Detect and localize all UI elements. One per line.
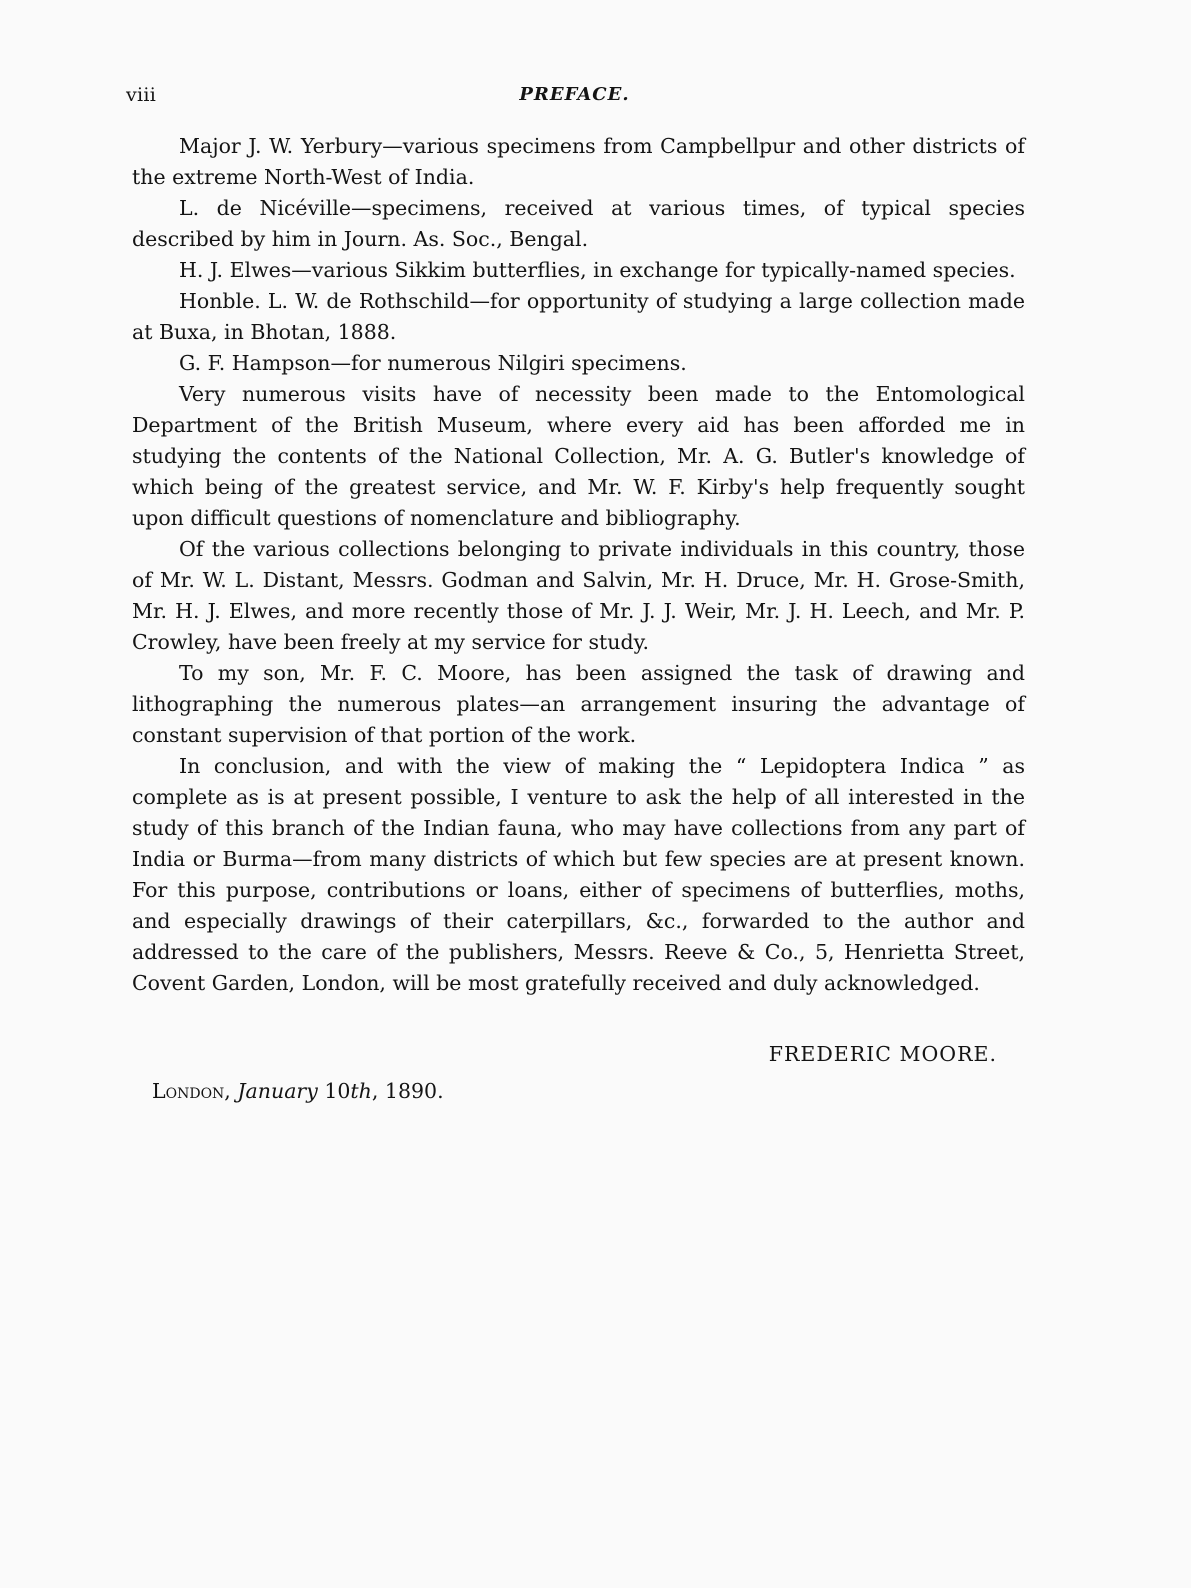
- running-head: [126, 84, 1023, 112]
- dateline-day: 10: [324, 1079, 351, 1103]
- dateline-day-suffix: th: [350, 1079, 372, 1103]
- dateline-month: January: [237, 1079, 318, 1103]
- author-signature: FREDERIC MOORE.: [768, 1042, 997, 1066]
- paragraph-niceville: L. de Nicéville—specimens, received at various times, of typical species described by him in Journ. As. Soc., Bengal.: [132, 196, 1025, 251]
- running-title: PREFACE.: [519, 84, 630, 105]
- paragraph-private-collections: Of the various collections belonging to private individuals in this country, those of Mr. W. L. Distant, Messrs. Godman and Salvin, Mr. H. Druce, Mr. H. Grose-Smith, Mr. H. J. Elwes, and more recently those of Mr. J. J. Weir, Mr. J. H. Leech, and Mr. P. Crowley, have been freely at my service for study.: [132, 537, 1025, 654]
- dateline-place: London,: [152, 1079, 231, 1103]
- dateline-year: , 1890.: [371, 1079, 444, 1103]
- page-number: viii: [126, 84, 157, 106]
- paragraph-plates: To my son, Mr. F. C. Moore, has been assigned the task of drawing and lithographing the numerous plates—an arrangement insuring the advantage of constant supervision of that portion of the work.: [132, 661, 1025, 747]
- paragraph-rothschild: Honble. L. W. de Rothschild—for opportunity of studying a large collection made at Buxa, in Bhotan, 1888.: [132, 289, 1025, 344]
- paragraph-elwes: H. J. Elwes—various Sikkim butterflies, in exchange for typically-named species.: [179, 258, 1016, 282]
- paragraph-british-museum: Very numerous visits have of necessity been made to the Entomological Department of the British Museum, where every aid has been afforded me in studying the contents of the National Collection, Mr. A. G. Butler's knowledge of which being of the greatest service, and Mr. W. F. Kirby's help frequently sought upon difficult questions of nomenclature and bibliography.: [132, 382, 1025, 530]
- paragraph-hampson: G. F. Hampson—for numerous Nilgiri specimens.: [179, 351, 687, 375]
- preface-body: [132, 131, 1025, 999]
- paragraph-yerbury: Major J. W. Yerbury—various specimens from Campbellpur and other districts of the extreme North-West of India.: [132, 134, 1025, 189]
- paragraph-conclusion: In conclusion, and with the view of making the “ Lepidoptera Indica ” as complete as is at present possible, I venture to ask the help of all interested in the study of this branch of the Indian fauna, who may have collections from any part of India or Burma—from many districts of which but few species are at present known. For this purpose, contributions or loans, either of specimens of butterflies, moths, and especially drawings of their caterpillars, &c., forwarded to the author and addressed to the care of the publishers, Messrs. Reeve & Co., 5, Henrietta Street, Covent Garden, London, will be most gratefully received and duly acknowledged.: [132, 754, 1025, 995]
- dateline: [152, 1079, 444, 1103]
